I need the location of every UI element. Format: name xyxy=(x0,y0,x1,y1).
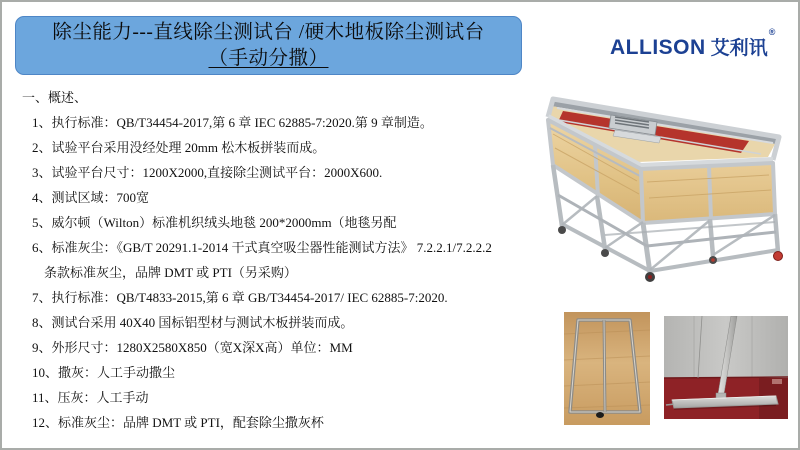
list-item: 8、测试台采用 40X40 国标铝型材与测试木板拼装而成。 xyxy=(32,315,354,330)
registered-trademark-icon: ® xyxy=(768,27,776,37)
list-item: 2、试验平台采用没经处理 20mm 松木板拼装而成。 xyxy=(32,140,326,155)
slide-title-line1: 除尘能力---直线除尘测试台 /硬木地板除尘测试台 xyxy=(52,21,485,43)
list-item: 1、执行标准：QB/T34454-2017,第 6 章 IEC 62885-7:2020.第 9 章制造。 xyxy=(32,115,433,130)
allison-logo xyxy=(610,27,776,60)
dust-spreading-frame-photo xyxy=(564,312,650,425)
list-item: 4、测试区域：700宽 xyxy=(32,190,150,205)
list-item: 一、概述、 xyxy=(22,90,88,105)
list-item: 3、试验平台尺寸：1200X2000,直接除尘测试平台：2000X600. xyxy=(32,165,383,180)
list-item-continuation: 条款标准灰尘，品牌 DMT 或 PTI（另采购） xyxy=(44,265,297,280)
logo-text-en: ALLISON xyxy=(610,36,706,59)
logo-text-cn: 艾利讯 xyxy=(710,38,768,59)
list-item: 12、标准灰尘：品牌 DMT 或 PTI，配套除尘撒灰杯 xyxy=(32,415,324,430)
list-item: 11、压灰：人工手动 xyxy=(32,390,149,405)
list-item: 5、威尔顿（Wilton）标准机织绒头地毯 200*2000mm（地毯另配 xyxy=(32,215,397,230)
list-item: 10、撒灰：人工手动撒尘 xyxy=(32,365,176,380)
slide-title-line2: （手动分撒） xyxy=(208,47,329,69)
list-item: 9、外形尺寸：1280X2580X850（宽X深X高）单位：MM xyxy=(32,340,353,355)
title-banner xyxy=(15,16,522,75)
dust-press-tool-photo xyxy=(664,316,788,419)
test-bench-photo xyxy=(537,90,792,285)
list-item: 6、标准灰尘：《GB/T 20291.1-2014 干式真空吸尘器性能测试方法》 7.2.2.1/7.2.2.2 xyxy=(32,240,492,255)
list-item: 7、执行标准：QB/T4833-2015,第 6 章 GB/T34454-2017/ IEC 62885-7:2020. xyxy=(32,290,448,305)
